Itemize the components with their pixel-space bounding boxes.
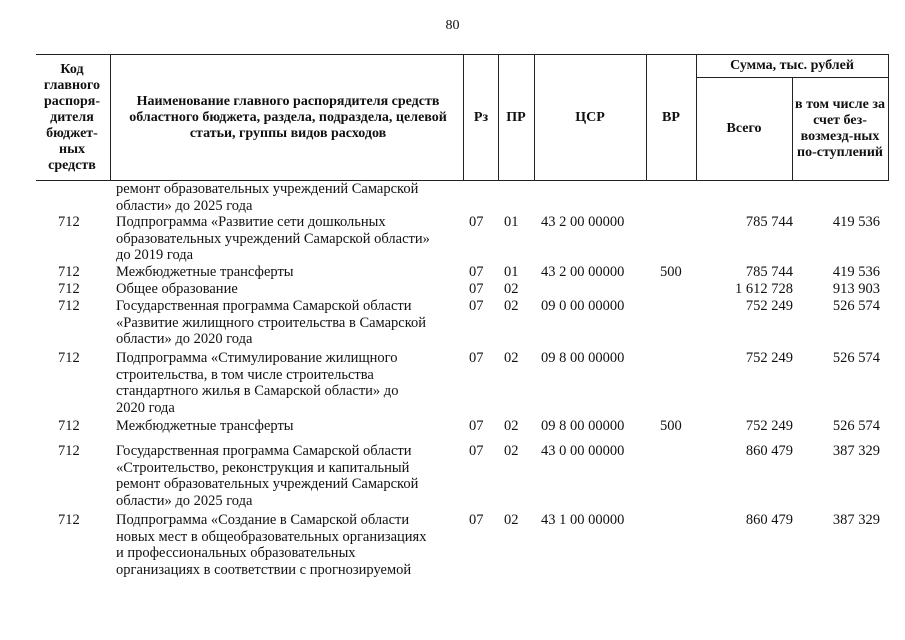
table-row xyxy=(36,512,889,580)
header-free: в том числе за счет без-возмезд-ных по-ступлений xyxy=(795,96,885,160)
header-divider xyxy=(792,77,793,180)
cell-pr: 02 xyxy=(504,350,519,366)
cell-rz: 07 xyxy=(469,214,484,230)
cell-rz: 07 xyxy=(469,512,484,528)
table-row xyxy=(36,298,889,350)
cell-rz: 07 xyxy=(469,418,484,434)
cell-vr: 500 xyxy=(660,418,682,434)
cell-pr: 02 xyxy=(504,418,519,434)
cell-code: 712 xyxy=(58,512,80,528)
cell-csr: 43 2 00 00000 xyxy=(541,264,625,280)
cell-name: Государственная программа Самарской области «Развитие жилищного строительства в Самарской области» до 2020 года xyxy=(116,298,427,347)
cell-name: Подпрограмма «Создание в Самарской области новых мест в общеобразовательных организациях и профессиональных образовательных организациях в соответствии с прогнозируемой xyxy=(116,512,427,578)
table-row xyxy=(36,418,889,443)
cell-code: 712 xyxy=(58,214,80,230)
cell-csr: 43 2 00 00000 xyxy=(541,214,625,230)
cell-free: 419 536 xyxy=(832,214,880,230)
cell-rz: 07 xyxy=(469,298,484,314)
table-row xyxy=(36,181,889,214)
cell-total: 752 249 xyxy=(745,350,793,366)
cell-total: 860 479 xyxy=(745,443,793,459)
cell-code: 712 xyxy=(58,443,80,459)
header-divider xyxy=(646,55,647,180)
cell-free: 913 903 xyxy=(832,281,880,297)
page-number: 80 xyxy=(445,18,460,33)
cell-pr: 01 xyxy=(504,264,519,280)
cell-free: 387 329 xyxy=(832,512,880,528)
table-row xyxy=(36,443,889,512)
cell-name: ремонт образовательных учреждений Самарской области» до 2025 года xyxy=(116,181,419,214)
cell-free: 419 536 xyxy=(832,264,880,280)
cell-rz: 07 xyxy=(469,350,484,366)
header-pr: ПР xyxy=(506,109,526,125)
cell-total: 752 249 xyxy=(745,418,793,434)
header-rz: Рз xyxy=(473,109,489,125)
header-vr: ВР xyxy=(662,109,680,125)
cell-rz: 07 xyxy=(469,443,484,459)
cell-code: 712 xyxy=(58,281,80,297)
header-divider xyxy=(110,55,111,180)
cell-total: 785 744 xyxy=(745,264,793,280)
cell-free: 526 574 xyxy=(832,298,880,314)
cell-name: Подпрограмма «Стимулирование жилищного строительства, в том числе строительства стандартного жилья в Самарской области» до 2020 года xyxy=(116,350,399,416)
cell-vr: 500 xyxy=(660,264,682,280)
header-divider xyxy=(534,55,535,180)
table-row xyxy=(36,214,889,264)
header-divider xyxy=(888,55,889,180)
cell-pr: 02 xyxy=(504,281,519,297)
table-body xyxy=(36,181,889,580)
header-sum: Сумма, тыс. рублей xyxy=(730,58,854,73)
table-row xyxy=(36,350,889,418)
cell-csr: 43 1 00 00000 xyxy=(541,512,625,528)
cell-csr: 43 0 00 00000 xyxy=(541,443,625,459)
cell-free: 526 574 xyxy=(832,350,880,366)
cell-csr: 09 8 00 00000 xyxy=(541,350,625,366)
header-divider xyxy=(696,77,888,78)
cell-name: Межбюджетные трансферты xyxy=(116,264,294,280)
cell-rz: 07 xyxy=(469,264,484,280)
cell-pr: 01 xyxy=(504,214,519,230)
cell-name: Межбюджетные трансферты xyxy=(116,418,294,434)
cell-total: 752 249 xyxy=(745,298,793,314)
cell-pr: 02 xyxy=(504,298,519,314)
header-divider xyxy=(463,55,464,180)
header-code: Код главного распоря-дителя бюджет-ных средств xyxy=(43,61,101,173)
cell-total: 785 744 xyxy=(745,214,793,230)
cell-code: 712 xyxy=(58,264,80,280)
header-divider xyxy=(696,55,697,180)
header-total: Всего xyxy=(726,120,762,136)
header-name: Наименование главного распорядителя средств областного бюджета, раздела, подраздела, целевой статьи, группы видов расходов xyxy=(129,93,447,141)
header-divider xyxy=(498,55,499,180)
cell-name: Государственная программа Самарской области «Строительство, реконструкция и капитальный ремонт образовательных учреждений Самарской области» до 2025 года xyxy=(116,443,419,509)
table-row xyxy=(36,281,889,298)
table-row xyxy=(36,264,889,281)
cell-code: 712 xyxy=(58,418,80,434)
cell-pr: 02 xyxy=(504,512,519,528)
cell-csr: 09 0 00 00000 xyxy=(541,298,625,314)
cell-total: 1 612 728 xyxy=(735,281,793,297)
cell-free: 526 574 xyxy=(832,418,880,434)
header-csr: ЦСР xyxy=(575,109,605,125)
cell-rz: 07 xyxy=(469,281,484,297)
cell-free: 387 329 xyxy=(832,443,880,459)
cell-total: 860 479 xyxy=(745,512,793,528)
cell-code: 712 xyxy=(58,298,80,314)
cell-csr: 09 8 00 00000 xyxy=(541,418,625,434)
cell-code: 712 xyxy=(58,350,80,366)
table-header xyxy=(36,54,889,181)
cell-name: Подпрограмма «Развитие сети дошкольных образовательных учреждений Самарской области» до 2019 года xyxy=(116,214,430,263)
cell-name: Общее образование xyxy=(116,281,238,297)
cell-pr: 02 xyxy=(504,443,519,459)
budget-table xyxy=(36,54,889,580)
